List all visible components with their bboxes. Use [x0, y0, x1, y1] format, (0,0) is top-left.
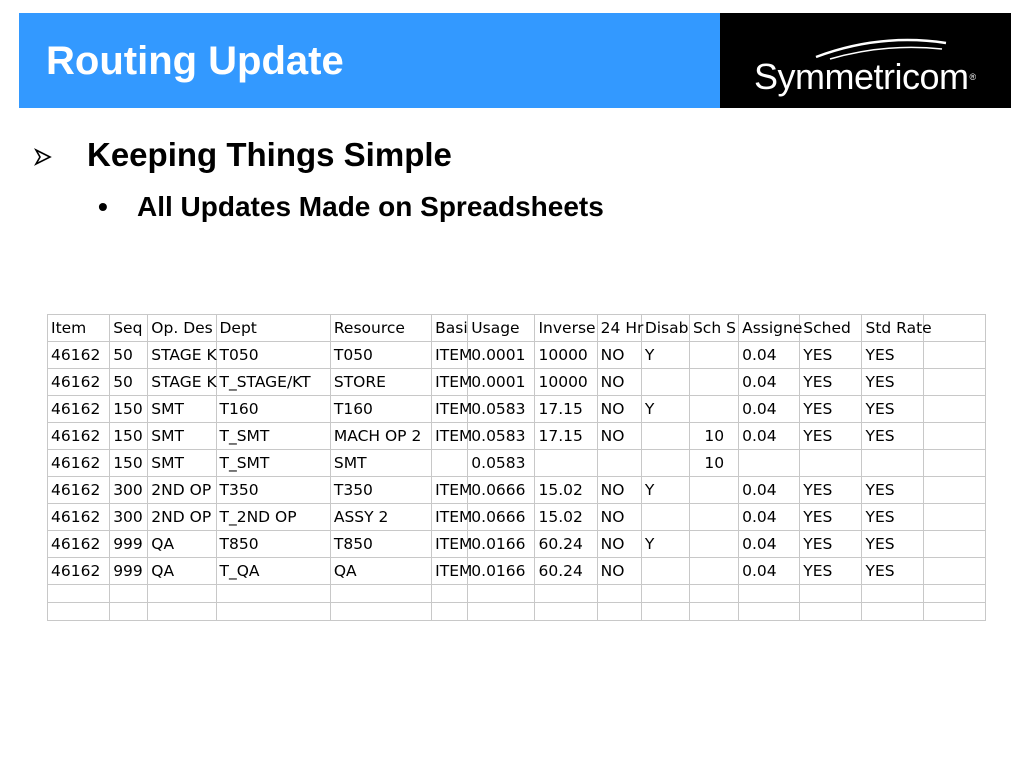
table-cell: T160 [330, 396, 431, 423]
table-cell: SMT [148, 450, 216, 477]
table-cell [739, 603, 800, 621]
table-cell: 0.0166 [468, 531, 535, 558]
table-cell: YES [862, 423, 923, 450]
table-cell [862, 585, 923, 603]
table-cell [148, 585, 216, 603]
table-cell: YES [800, 477, 862, 504]
table-cell: ASSY 2 [330, 504, 431, 531]
table-row [48, 504, 986, 531]
table-cell: 0.0583 [468, 423, 535, 450]
registered-mark: ® [969, 72, 976, 82]
table-cell: 60.24 [535, 531, 597, 558]
table-cell: T_2ND OP [216, 504, 330, 531]
table-cell: 0.04 [739, 477, 800, 504]
column-header: Sched [800, 315, 862, 342]
table-cell [739, 585, 800, 603]
table-cell: 46162 [48, 477, 110, 504]
table-cell: 2ND OP [148, 477, 216, 504]
table-row [48, 477, 986, 504]
table-cell: YES [862, 396, 923, 423]
table-cell: SMT [330, 450, 431, 477]
table-cell: NO [597, 531, 641, 558]
table-cell: QA [148, 531, 216, 558]
bullet-dot: • [98, 191, 108, 222]
table-cell: ITEM [432, 531, 468, 558]
table-cell: 46162 [48, 423, 110, 450]
table-cell: T850 [330, 531, 431, 558]
table-cell: NO [597, 477, 641, 504]
table-cell: T050 [330, 342, 431, 369]
table-cell: SMT [148, 423, 216, 450]
table-cell: 0.04 [739, 504, 800, 531]
table-cell: Y [641, 531, 689, 558]
table-cell: 0.04 [739, 531, 800, 558]
table-cell: Y [641, 396, 689, 423]
table-cell [641, 504, 689, 531]
table-cell [923, 504, 985, 531]
table-cell: T350 [330, 477, 431, 504]
table-cell [148, 603, 216, 621]
table-cell [800, 603, 862, 621]
table-cell [330, 585, 431, 603]
table-row [48, 342, 986, 369]
table-cell: 0.0001 [468, 369, 535, 396]
table-cell [597, 585, 641, 603]
table-cell: 50 [110, 369, 148, 396]
table-cell: T_SMT [216, 450, 330, 477]
column-header: 24 Hr [597, 315, 641, 342]
table-cell [689, 531, 738, 558]
table-cell: NO [597, 396, 641, 423]
table-cell: 0.0583 [468, 396, 535, 423]
table-cell [48, 585, 110, 603]
table-cell [432, 603, 468, 621]
table-cell: YES [862, 531, 923, 558]
table-cell [689, 396, 738, 423]
table-cell: 0.0001 [468, 342, 535, 369]
table-cell: ITEM [432, 477, 468, 504]
table-cell: 0.04 [739, 369, 800, 396]
table-cell: 10 [689, 450, 738, 477]
table-cell: YES [800, 558, 862, 585]
table-cell: NO [597, 342, 641, 369]
brand-name: Symmetricom [754, 56, 969, 97]
table-cell: 50 [110, 342, 148, 369]
table-cell: ITEM [432, 342, 468, 369]
table-cell [923, 342, 985, 369]
table-cell: T160 [216, 396, 330, 423]
table-cell [641, 369, 689, 396]
table-cell: T050 [216, 342, 330, 369]
table-cell [641, 558, 689, 585]
table-row [48, 423, 986, 450]
routing-spreadsheet [47, 314, 986, 621]
table-row [48, 396, 986, 423]
table-cell [330, 603, 431, 621]
table-cell [216, 603, 330, 621]
column-header: Assigne [739, 315, 800, 342]
table-cell: YES [800, 369, 862, 396]
table-cell [923, 477, 985, 504]
column-header: Disab [641, 315, 689, 342]
table-cell: YES [800, 423, 862, 450]
table-cell: 46162 [48, 531, 110, 558]
column-header: Inverse [535, 315, 597, 342]
table-cell: YES [862, 504, 923, 531]
table-cell [535, 585, 597, 603]
table-cell [216, 585, 330, 603]
table-cell [535, 603, 597, 621]
table-row [48, 450, 986, 477]
table-cell: ITEM [432, 558, 468, 585]
table-cell: 17.15 [535, 396, 597, 423]
table-cell: 300 [110, 477, 148, 504]
table-cell: YES [862, 477, 923, 504]
brand-logo [720, 13, 1011, 108]
table-cell: 0.04 [739, 396, 800, 423]
table-cell: YES [800, 504, 862, 531]
table-cell: 0.04 [739, 342, 800, 369]
table-cell: Y [641, 342, 689, 369]
table-cell [800, 450, 862, 477]
brand-wordmark [754, 57, 976, 97]
table-cell: YES [800, 396, 862, 423]
table-cell: 46162 [48, 396, 110, 423]
table-cell [468, 585, 535, 603]
table-cell [641, 450, 689, 477]
table-cell: T_SMT [216, 423, 330, 450]
table-cell [689, 585, 738, 603]
table-cell [689, 369, 738, 396]
table-cell: MACH OP 2 [330, 423, 431, 450]
column-header: Std Rate [862, 315, 923, 342]
column-header: Resource [330, 315, 431, 342]
table-cell: T850 [216, 531, 330, 558]
table-cell [923, 603, 985, 621]
table-cell [110, 603, 148, 621]
table-cell [641, 603, 689, 621]
table-cell: 2ND OP [148, 504, 216, 531]
table-cell: YES [862, 558, 923, 585]
column-header [923, 315, 985, 342]
table-row [48, 558, 986, 585]
bullet-level2-text: All Updates Made on Spreadsheets [137, 191, 604, 222]
table-cell: STORE [330, 369, 431, 396]
table-cell: QA [148, 558, 216, 585]
table-cell [597, 450, 641, 477]
table-cell [800, 585, 862, 603]
column-header: Item [48, 315, 110, 342]
table-cell: 10000 [535, 342, 597, 369]
table-cell: 46162 [48, 450, 110, 477]
table-cell: T_STAGE/KT [216, 369, 330, 396]
table-cell: YES [862, 369, 923, 396]
column-header: Dept [216, 315, 330, 342]
table-cell: 15.02 [535, 477, 597, 504]
column-header: Sch S [689, 315, 738, 342]
table-cell: NO [597, 369, 641, 396]
table-cell: QA [330, 558, 431, 585]
table-cell [432, 585, 468, 603]
page-title: Routing Update [46, 39, 344, 83]
table-cell: Y [641, 477, 689, 504]
column-header: Basi [432, 315, 468, 342]
title-bar [19, 13, 720, 108]
table-cell: 0.0666 [468, 504, 535, 531]
table-cell [468, 603, 535, 621]
table-cell: ITEM [432, 396, 468, 423]
table-cell: 46162 [48, 504, 110, 531]
arrowhead-bullet-icon [34, 148, 52, 166]
empty-table-row [48, 585, 986, 603]
table-cell [689, 342, 738, 369]
empty-table-row [48, 603, 986, 621]
table-cell: 150 [110, 450, 148, 477]
table-cell [689, 504, 738, 531]
table-cell [689, 558, 738, 585]
table-cell: 0.0666 [468, 477, 535, 504]
table-cell [641, 585, 689, 603]
table-cell [923, 531, 985, 558]
table-cell [110, 585, 148, 603]
table-cell [923, 558, 985, 585]
table-cell [689, 477, 738, 504]
table-cell [535, 450, 597, 477]
table-cell [739, 450, 800, 477]
table-cell [432, 450, 468, 477]
table-cell: YES [800, 531, 862, 558]
table-cell: STAGE K [148, 342, 216, 369]
table-cell [923, 396, 985, 423]
table-cell: 999 [110, 531, 148, 558]
table-cell [923, 585, 985, 603]
column-header: Op. Des [148, 315, 216, 342]
table-cell: 60.24 [535, 558, 597, 585]
table-cell: 0.0583 [468, 450, 535, 477]
table-cell: 46162 [48, 558, 110, 585]
table-cell: NO [597, 423, 641, 450]
table-cell: T_QA [216, 558, 330, 585]
table-cell: 10000 [535, 369, 597, 396]
table-cell: YES [862, 342, 923, 369]
table-cell: 0.04 [739, 423, 800, 450]
table-cell: 15.02 [535, 504, 597, 531]
table-cell: 150 [110, 396, 148, 423]
table-header-row [48, 315, 986, 342]
table-cell [923, 450, 985, 477]
table-cell: 150 [110, 423, 148, 450]
table-cell: ITEM [432, 504, 468, 531]
table-cell: 300 [110, 504, 148, 531]
table-cell [862, 450, 923, 477]
table-cell: 46162 [48, 342, 110, 369]
table-cell: T350 [216, 477, 330, 504]
table-cell [641, 423, 689, 450]
table-cell: ITEM [432, 423, 468, 450]
column-header: Usage [468, 315, 535, 342]
bullet-level1-text: Keeping Things Simple [87, 136, 452, 173]
table-cell [923, 369, 985, 396]
table-cell [923, 423, 985, 450]
table-cell: 999 [110, 558, 148, 585]
table-cell: 46162 [48, 369, 110, 396]
table-cell: 17.15 [535, 423, 597, 450]
column-header: Seq [110, 315, 148, 342]
table-cell [689, 603, 738, 621]
table-row [48, 369, 986, 396]
table-cell: 0.04 [739, 558, 800, 585]
table-cell: 0.0166 [468, 558, 535, 585]
table-cell: NO [597, 504, 641, 531]
table-cell [862, 603, 923, 621]
table-cell: YES [800, 342, 862, 369]
table-cell [597, 603, 641, 621]
table-cell: STAGE K [148, 369, 216, 396]
table-cell: SMT [148, 396, 216, 423]
table-cell: NO [597, 558, 641, 585]
table-cell: ITEM [432, 369, 468, 396]
table-row [48, 531, 986, 558]
table-cell [48, 603, 110, 621]
table-cell: 10 [689, 423, 738, 450]
